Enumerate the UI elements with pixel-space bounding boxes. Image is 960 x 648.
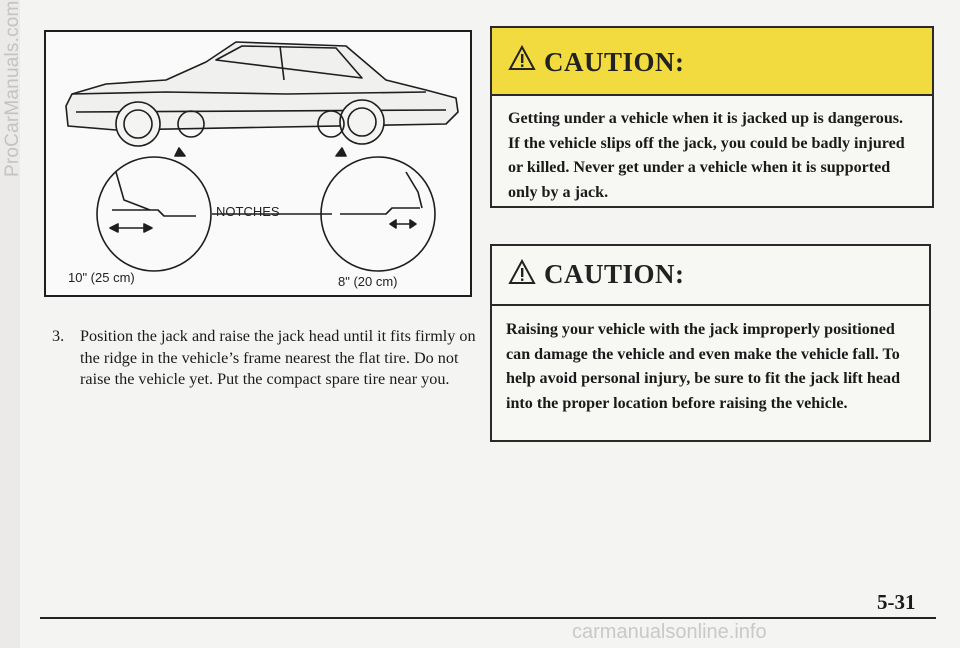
side-watermark: ProCarManuals.com [2,0,23,177]
notches-label: NOTCHES [216,204,280,219]
step-instruction [52,326,477,391]
front-distance-label: 10" (25 cm) [68,270,135,285]
caution-header-1 [492,28,932,96]
car-illustration [46,32,470,295]
warning-triangle-icon [508,45,536,71]
jacking-diagram [44,30,472,297]
caution-title-1: CAUTION: [544,47,685,77]
caution-box-2 [490,244,931,442]
warning-triangle-icon [508,259,536,285]
step-text: Position the jack and raise the jack head until it fits firmly on the ridge in the vehicle’s frame nearest the flat tire. Do not raise the vehicle yet. Put the compact spare tire near you. [80,327,476,388]
caution-body-2: Raising your vehicle with the jack improperly positioned can damage the vehicle and even make the vehicle fall. To help avoid personal injury, be sure to fit the jack lift head into the proper location before raising the vehicle. [506,321,901,412]
bottom-watermark: carmanualsonline.info [572,621,767,643]
caution-body-1: Getting under a vehicle when it is jacked up is dangerous. If the vehicle slips off the jack, you could be badly injured or killed. Never get under a vehicle when it is supported only by a jack. [508,110,905,201]
step-number: 3. [52,327,65,345]
caution-title-2: CAUTION: [544,259,685,289]
caution-header-2 [492,246,929,306]
caution-box-1 [490,26,934,208]
page-number: 5-31 [877,590,916,614]
footer-rule [40,617,936,619]
rear-distance-label: 8" (20 cm) [338,274,398,289]
